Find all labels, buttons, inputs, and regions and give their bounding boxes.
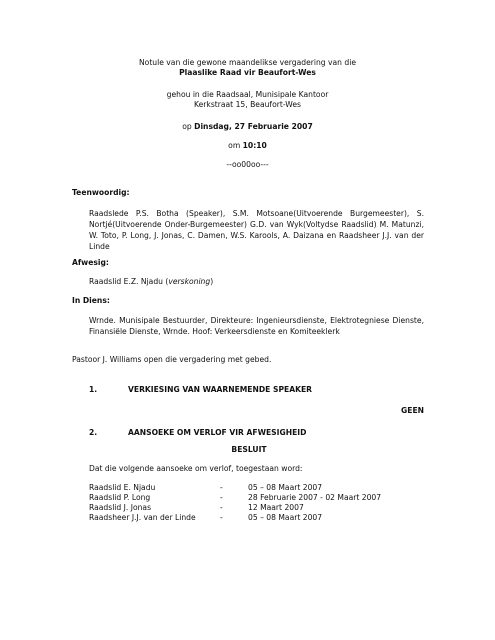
section-1-number: 1.: [89, 385, 98, 394]
section-1-result: GEEN: [401, 406, 424, 415]
leave-dash: -: [220, 483, 223, 492]
decision-text: Dat die volgende aansoeke om verlof, toegestaan word:: [89, 464, 303, 473]
absent-note: verskoning: [168, 277, 211, 286]
council-name: Plaaslike Raad vir Beaufort-Wes: [179, 68, 316, 77]
header-line-1: Notule van die gewone maandelikse vergadering van die: [139, 58, 356, 67]
leave-name: Raadslid P. Long: [89, 493, 151, 502]
section-2-number: 2.: [89, 428, 98, 437]
in-service-heading: In Diens:: [72, 296, 110, 305]
present-heading: Teenwoordig:: [72, 188, 130, 197]
leave-name: Raadsheer J.J. van der Linde: [89, 513, 196, 522]
leave-dash: -: [220, 503, 223, 512]
section-2-title: AANSOEKE OM VERLOF VIR AFWESIGHEID: [128, 428, 307, 437]
decision-heading: BESLUIT: [231, 445, 267, 454]
meeting-date: [0, 122, 495, 132]
absent-list: [89, 277, 213, 287]
absent-close: ): [210, 277, 214, 286]
leave-name: Raadslid E. Njadu: [89, 483, 156, 492]
time-value: 10:10: [242, 141, 267, 150]
leave-name: Raadslid J. Jonas: [89, 503, 152, 512]
leave-dash: -: [220, 493, 223, 502]
leave-period: 28 Februarie 2007 - 02 Maart 2007: [248, 493, 382, 502]
header-venue: gehou in die Raadsaal, Munisipale Kantoor: [166, 90, 329, 99]
opening-prayer: Pastoor J. Williams open die vergadering met gebed.: [72, 355, 272, 364]
header-address: Kerkstraat 15, Beaufort-Wes: [194, 100, 301, 109]
meeting-time: [0, 141, 495, 151]
leave-period: 05 – 08 Maart 2007: [248, 483, 323, 492]
date-value: Dinsdag, 27 Februarie 2007: [194, 122, 313, 131]
time-prefix: om: [228, 141, 243, 150]
absent-heading: Afwesig:: [72, 258, 109, 267]
absent-text: Raadslid E.Z. Njadu (: [89, 277, 169, 286]
leave-period: 12 Maart 2007: [248, 503, 304, 512]
separator: --oo00oo---: [226, 160, 269, 169]
section-1-title: VERKIESING VAN WAARNEMENDE SPEAKER: [128, 385, 313, 394]
in-service-list: Wrnde. Munisipale Bestuurder, Direkteure: Ingenieursdienste, Elektrotegniese Dienste, Finansiële Dienste, Wrnde. Hoof: Verkeersdienste en Komiteeklerk: [89, 316, 424, 336]
date-prefix: op: [182, 122, 195, 131]
leave-period: 05 – 08 Maart 2007: [248, 513, 323, 522]
leave-dash: -: [220, 513, 223, 522]
present-list: Raadslede P.S. Botha (Speaker), S.M. Motsoane(Uitvoerende Burgemeester), S. Nortjé(Uitvoerende Onder-Burgemeester) G.D. van Wyk(Voltydse Raadslid) M. Matunzi, W. Toto, P. Long, J. Jonas, C. Damen, W.S. Karools, A. Daizana en Raadsheer J.J. van der Linde: [89, 209, 424, 251]
